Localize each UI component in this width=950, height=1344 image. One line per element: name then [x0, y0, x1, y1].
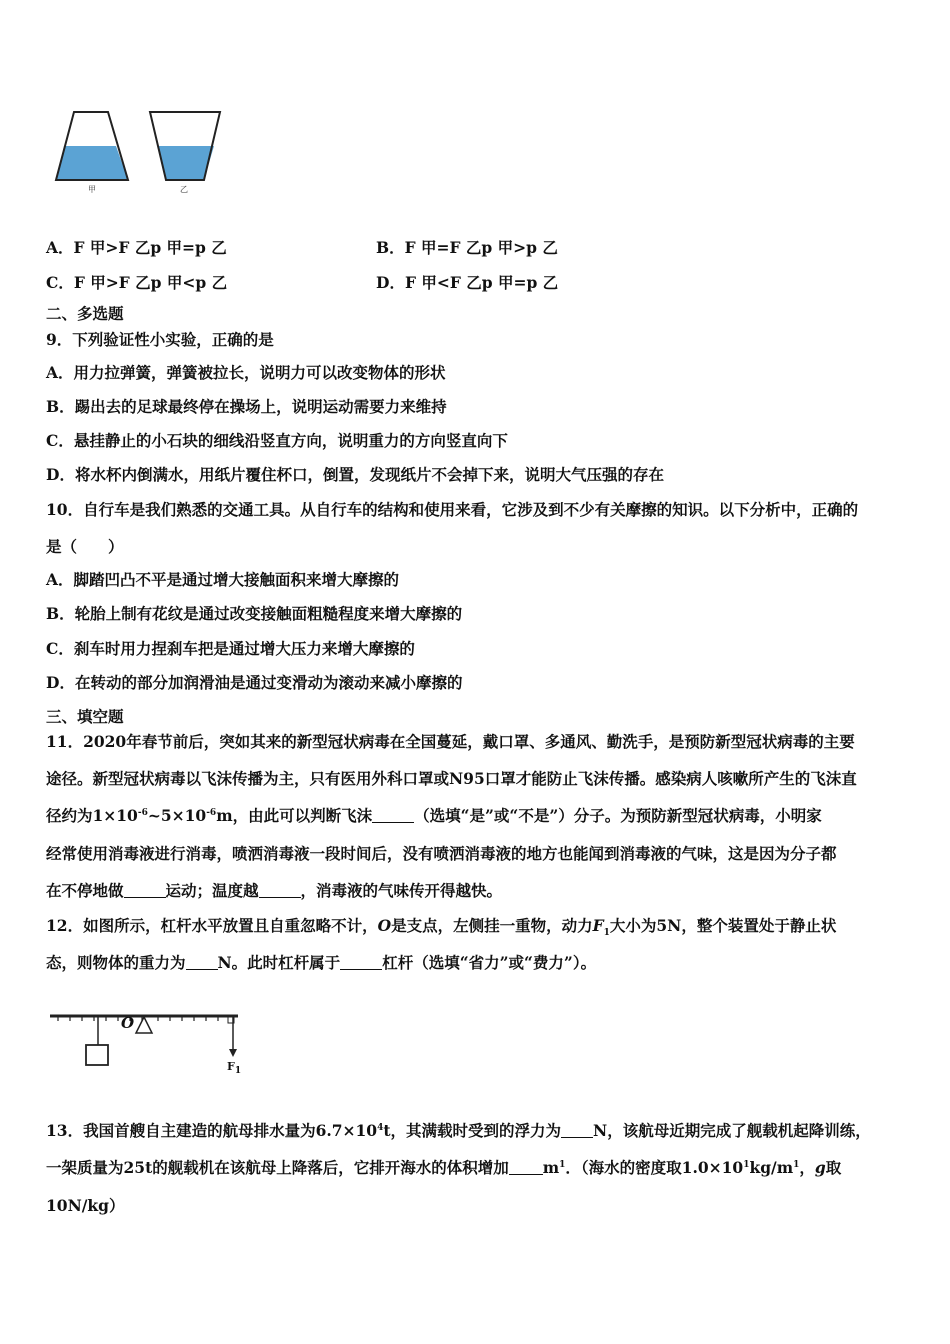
section-multiple-choice: 二、多选题 — [46, 304, 124, 323]
q10-option-d: D．在转动的部分加润滑油是通过变滑动为滚动来减小摩擦的 — [46, 673, 463, 692]
q10-option-b: B．轮胎上制有花纹是通过改变接触面粗糙程度来增大摩擦的 — [46, 604, 463, 623]
q11-line2: 途径。新型冠状病毒以飞沫传播为主，只有医用外科口罩或N95口罩才能防止飞沫传播。感染病人咳嗽所产生的飞沫直 — [46, 769, 857, 788]
q9-option-b: B．踢出去的足球最终停在操场上，说明运动需要力来维持 — [46, 397, 447, 416]
q11-line3: 径约为$1\times 10^{-6}\sim 5\times 10^{-6}m$，由此可以判断飞沫 （选填“是”或“不是”）分子。为预防新型冠状病毒，小明家 — [46, 806, 822, 825]
q8-option-b: B．F 甲=F 乙p 甲>p 乙 — [376, 238, 558, 257]
q11-blank-1[interactable] — [372, 808, 414, 823]
fulcrum-label: O — [121, 1014, 135, 1032]
fulcrum-triangle — [136, 1017, 152, 1033]
container-diagram — [52, 108, 252, 198]
q8-option-d: D．F 甲<F 乙p 甲=p 乙 — [376, 273, 559, 292]
q10-option-c: C．刹车时用力捏刹车把是通过增大压力来增大摩擦的 — [46, 639, 415, 658]
q12-line2: 态，则物体的重力为 N。此时杠杆属于 杠杆（选填“省力”或“费力”）。 — [46, 953, 597, 972]
q10-option-a: A．脚踏凹凸不平是通过增大接触面积来增大摩擦的 — [46, 570, 400, 589]
q11-blank-3[interactable] — [259, 883, 301, 898]
container-a-label: 甲 — [88, 185, 96, 194]
hanging-weight — [86, 1045, 108, 1065]
q11-blank-2[interactable] — [124, 883, 166, 898]
container-b-label: 乙 — [180, 185, 188, 194]
force-label: $F_1$ — [227, 1060, 242, 1077]
q12-line1: 12．如图所示，杠杆水平放置且自重忽略不计，O是支点，左侧挂一重物，动力$F_1$大小为5N，整个装置处于静止状 — [46, 916, 837, 939]
q11-line5: 在不停地做 运动；温度越 ，消毒液的气味传开得越快。 — [46, 881, 503, 900]
q10-stem-line2: 是（ ） — [46, 537, 124, 556]
lever-diagram — [48, 1005, 248, 1080]
q9-stem: 9．下列验证性小实验，正确的是 — [46, 330, 274, 349]
container-a-water — [56, 146, 128, 180]
force-arrow-head — [229, 1049, 237, 1057]
q13-blank-2[interactable] — [509, 1160, 543, 1175]
q10-stem-line1: 10．自行车是我们熟悉的交通工具。从自行车的结构和使用来看，它涉及到不少有关摩擦的知识。以下分析中，正确的 — [46, 500, 859, 519]
q8-option-c: C．F 甲>F 乙p 甲<p 乙 — [46, 273, 228, 292]
q13-blank-1[interactable] — [561, 1123, 593, 1138]
q13-line2: 一架质量为25t的舰载机在该航母上降落后，它排开海水的体积增加 $m^1$．（海水的密度取$1.0\times 10^1kg/m^1$，g取 — [46, 1158, 842, 1177]
q11-line4: 经常使用消毒液进行消毒，喷洒消毒液一段时间后，没有喷洒消毒液的地方也能闻到消毒液的气味，这是因为分子都 — [46, 844, 837, 863]
q9-option-c: C．悬挂静止的小石块的细线沿竖直方向，说明重力的方向竖直向下 — [46, 431, 508, 450]
q8-option-a: A．F 甲>F 乙p 甲=p 乙 — [46, 238, 227, 257]
q11-line1: 11．2020年春节前后，突如其来的新型冠状病毒在全国蔓延，戴口罩、多通风、勤洗手，是预防新型冠状病毒的主要 — [46, 732, 855, 751]
q13-line3: 10N/kg） — [46, 1196, 125, 1215]
q12-blank-2[interactable] — [340, 955, 382, 970]
section-fill-blank: 三、填空题 — [46, 707, 124, 726]
q13-line1: 13．我国首艘自主建造的航母排水量为$6.7\times 10^4t$，其满载时受到的浮力为 N，该航母近期完成了舰载机起降训练， — [46, 1121, 871, 1140]
q12-blank-1[interactable] — [186, 955, 218, 970]
q9-option-d: D．将水杯内倒满水，用纸片覆住杯口，倒置，发现纸片不会掉下来，说明大气压强的存在 — [46, 465, 664, 484]
q9-option-a: A．用力拉弹簧，弹簧被拉长，说明力可以改变物体的形状 — [46, 363, 446, 382]
